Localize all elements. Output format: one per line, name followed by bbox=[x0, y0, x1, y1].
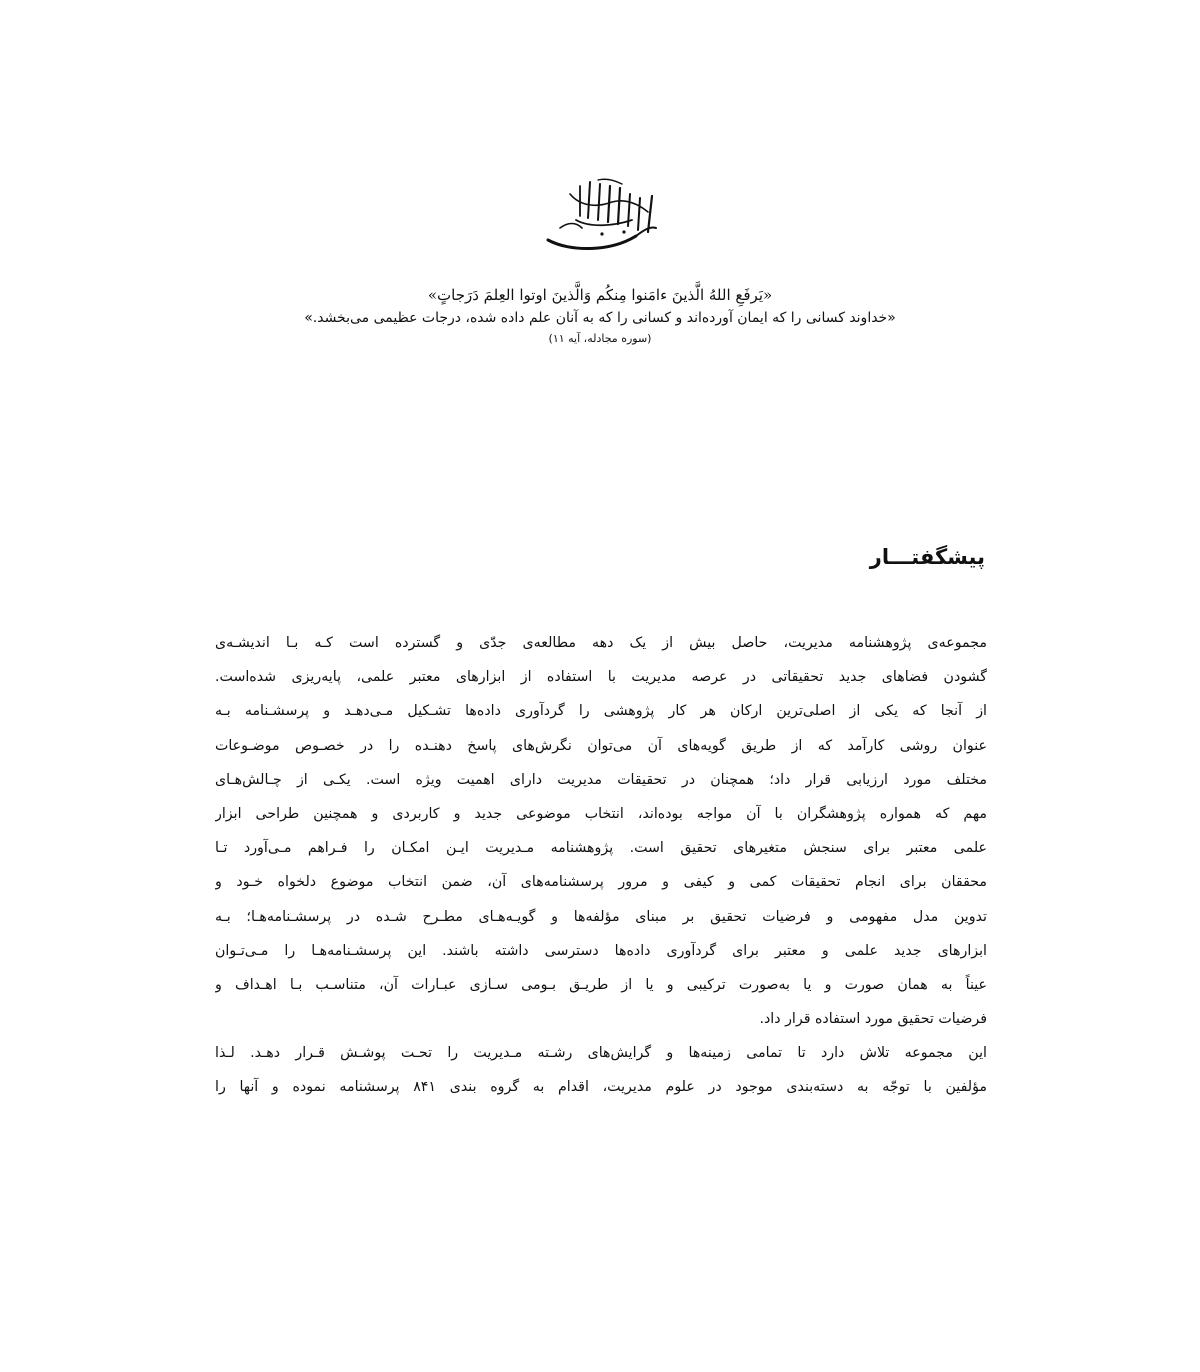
text-line: مهم که همواره پژوهشگران با آن مواجه بوده‌اند، انتخاب موضوعی جدید و کاربردی و همچنین طراحی ابزار bbox=[215, 805, 987, 822]
text-line: تدوین مدل مفهومی و فرضیات تحقیق بر مبنای مؤلفه‌ها و گویـه‌هـای مطـرح شـده در پرسشـنامه‌هـا؛ بـه bbox=[215, 908, 987, 925]
quran-verse-block bbox=[150, 283, 1050, 349]
section-title: پیشگفتـــار bbox=[869, 545, 985, 569]
text-line: محققان برای انجام تحقیقات کمی و کیفی و مرور پرسشنامه‌های آن، ضمن انتخاب موضوع دلخواه خـود و bbox=[215, 874, 987, 891]
text-line: مجموعه‌ی پژوهشنامه مدیریت، حاصل بیش از یک دهه مطالعه‌ی جدّی و گسترده است کـه بـا اندیشـه‌ی bbox=[215, 635, 987, 651]
verse-source: (سوره مجادله، آیه ۱۱) bbox=[548, 332, 652, 345]
text-line-paragraph-end: فرضیات تحقیق مورد استفاده قرار داد. bbox=[759, 1011, 987, 1028]
text-line: گشودن فضاهای جدید تحقیقاتی در عرصه مدیریت با استفاده از ابزارهای معتبر علمی، پایه‌ریزی شده‌است. bbox=[215, 669, 987, 686]
text-line: این مجموعه تلاش دارد تا تمامی زمینه‌ها و گرایش‌های رشـته مـدیریت را تحـت پوشـش قـرار دهـد. لـذا bbox=[215, 1045, 987, 1062]
text-line: ابزارهای جدید علمی و معتبر برای گردآوری داده‌ها دسترسی داشته باشند. این پرسشـنامه‌هـا را مـی‌تـوان bbox=[215, 942, 987, 959]
text-line: مختلف مورد ارزیابی قرار داد؛ همچنان در تحقیقات مدیریت دارای اهمیت ویژه است. یکـی از چـالش‌هـای bbox=[215, 771, 987, 788]
text-line: عیناً به همان صورت و یا به‌صورت ترکیبی و یا از طریـق بـومی سـازی عبـارات آن، متناسـب بـا اهـداف و bbox=[215, 976, 987, 993]
body-text bbox=[215, 626, 987, 1105]
verse-persian-translation: «خداوند کسانی را که ایمان آورده‌اند و کسانی را که به آنان علم داده شده، درجات عظیمی می‌بخشد.» bbox=[304, 310, 896, 326]
text-line: از آنجا که یکی از اصلی‌ترین ارکان هر کار پژوهشی را گردآوری داده‌ها تشـکیل مـی‌دهـد و پرسشـنامه بـه bbox=[215, 703, 987, 720]
text-line: عنوان روشی کارآمد که از طریق گویه‌های آن می‌توان نگرش‌های پاسخ دهنـده را در خصـوص موضـوعات bbox=[215, 737, 987, 754]
basmala-calligraphy-icon bbox=[540, 176, 665, 254]
verse-arabic: «يَرفَعِ اللهُ الَّذينَ ءامَنوا مِنكُم وَالَّذينَ اوتوا العِلمَ دَرَجاتٍ» bbox=[427, 286, 773, 304]
text-line: علمی معتبر برای سنجش متغیرهای تحقیق است. پژوهشنامه مـدیریت ایـن امکـان را فـراهم مـی‌آورد تـا bbox=[215, 840, 987, 857]
text-line: مؤلفین با توجّه به دسته‌بندی موجود در علوم مدیریت، اقدام به گروه بندی ۸۴۱ پرسشنامه نموده و آنها را bbox=[215, 1079, 987, 1096]
